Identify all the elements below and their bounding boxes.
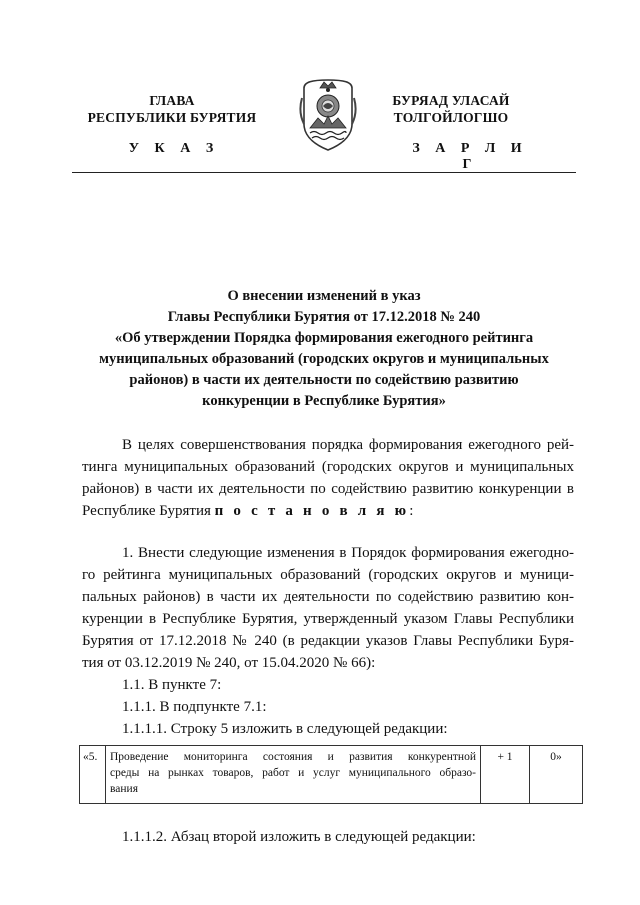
subitem-1-1-1-2: 1.1.1.2. Абзац второй изложить в следующей редакции: [122, 829, 476, 845]
text-line [82, 500, 574, 522]
text-line: тия от 03.12.2019 № 240, от 15.04.2020 № 66): [82, 655, 376, 671]
text-line: районов) в части их деятельности по содействию развитию конкуренции в [82, 481, 574, 497]
title-line: «Об утверждении Порядка формирования ежегодного рейтинга [114, 330, 534, 346]
text-line: тинга муниципальных образований (городских округов и муниципальных [82, 459, 574, 475]
table-text-line: вания [110, 783, 138, 795]
title-line: О внесении изменений в указ [227, 288, 421, 304]
title-line: конкуренции в Республике Бурятия» [202, 393, 446, 409]
table-cell-number: «5. [80, 746, 106, 804]
subitem-1-1: 1.1. В пункте 7: [122, 677, 222, 693]
decree-label-bua: З А Р Л И Г [412, 141, 528, 172]
amendment-table [79, 745, 583, 804]
text-line: куренции в Республике Бурятия, утвержденный указом Главы Республики [82, 611, 574, 627]
text-line: 1. Внести следующие изменения в Порядок формирования ежегодно- [122, 545, 574, 561]
text-fragment: Республике Бурятия [82, 503, 215, 519]
header-left-block [74, 92, 270, 126]
table-row [80, 746, 583, 804]
table-cell-value: 0» [530, 746, 583, 804]
header-right-line: ТОЛГОЙЛОГШО [393, 110, 509, 125]
text-fragment: : [409, 503, 414, 519]
header-divider [72, 172, 576, 173]
header-left-line: РЕСПУБЛИКИ БУРЯТИЯ [87, 110, 257, 125]
table-cell-score: + 1 [481, 746, 530, 804]
text-line: пальных районов) в части их деятельности по содействию развитию кон- [82, 589, 574, 605]
table-cell-text [106, 746, 481, 804]
text-line: В целях совершенствования порядка формирования ежегодного рей- [122, 437, 574, 453]
header-right-line: БУРЯАД УЛАСАЙ [392, 93, 510, 108]
preamble-paragraph [82, 434, 574, 522]
title-line: муниципальных образований (городских округов и муниципальных [99, 351, 549, 367]
table-text-line: среды на рынках товаров, работ и услуг муниципального образо- [110, 767, 476, 779]
header-right-block [358, 92, 544, 126]
item-1-paragraph [82, 542, 574, 674]
document-title [72, 286, 576, 412]
coat-of-arms-icon [298, 78, 358, 152]
title-line: районов) в части их деятельности по содействию развитию [129, 372, 519, 388]
resolve-word: п о с т а н о в л я ю [214, 503, 410, 519]
title-line: Главы Республики Бурятия от 17.12.2018 № 240 [167, 309, 481, 325]
subitem-1-1-1-1: 1.1.1.1. Строку 5 изложить в следующей редакции: [122, 721, 448, 737]
text-line: го рейтинга муниципальных образований (городских округов и муници- [82, 567, 574, 583]
header-left-line: ГЛАВА [149, 93, 195, 108]
table-text-line: Проведение мониторинга состояния и развития конкурентной [110, 751, 476, 763]
subitem-1-1-1: 1.1.1. В подпункте 7.1: [122, 699, 267, 715]
decree-label-ru: У К А З [128, 141, 220, 156]
text-line: Бурятия от 17.12.2018 № 240 (в редакции указов Главы Республики Буря- [82, 633, 574, 649]
